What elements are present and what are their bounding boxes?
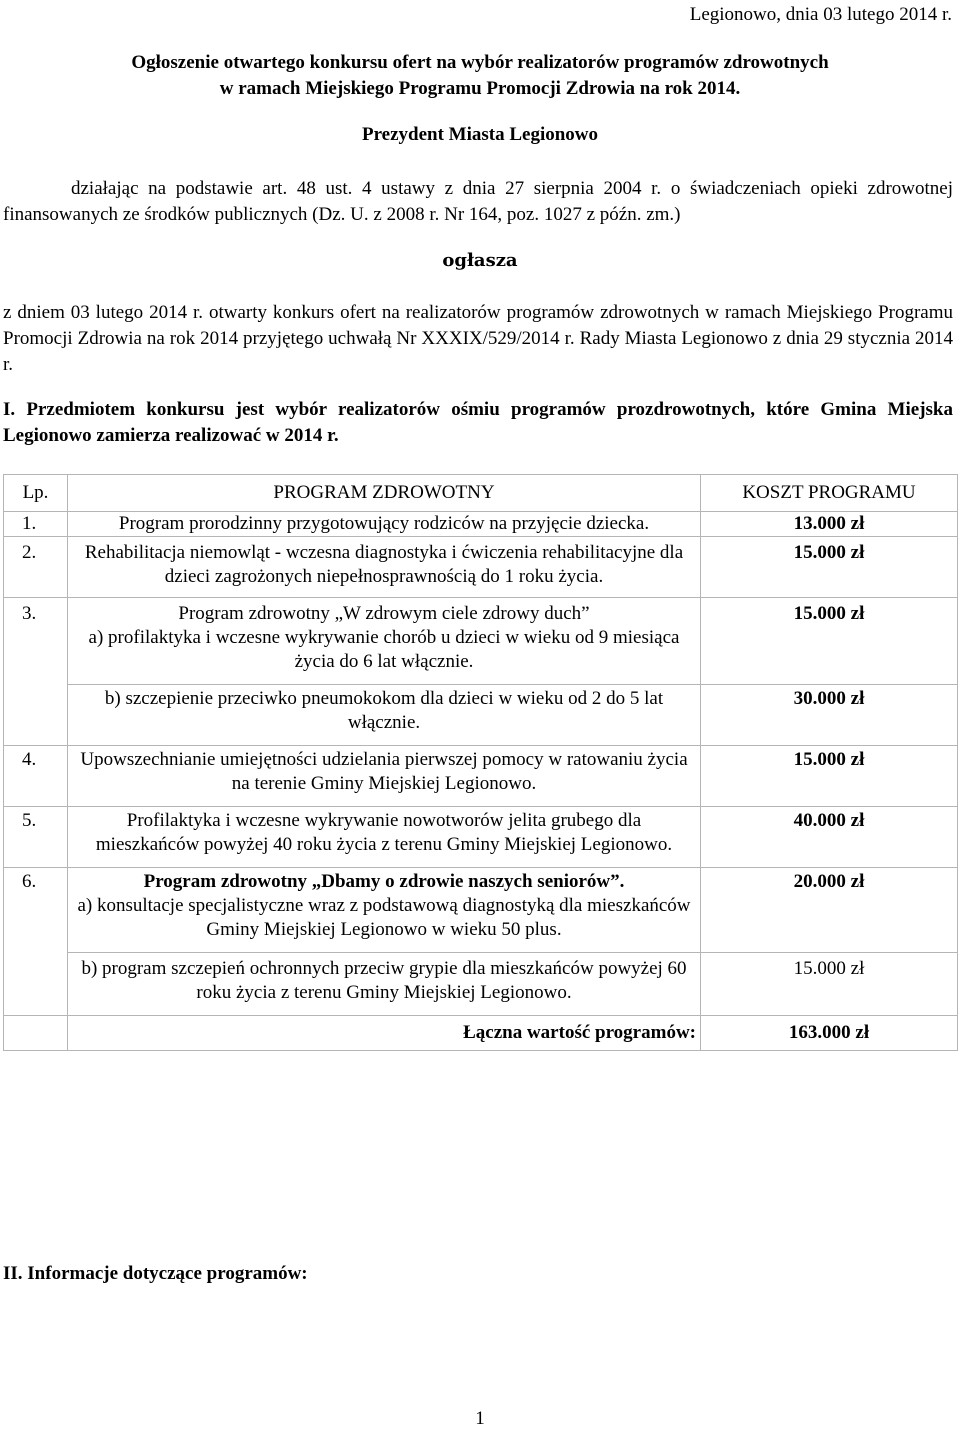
row-lp: 1.	[4, 512, 68, 537]
issuer: Prezydent Miasta Legionowo	[361, 124, 599, 145]
row-cost: 15.000 zł	[701, 598, 958, 685]
table-row	[4, 537, 958, 598]
intro-paragraph: z dniem 03 lutego 2014 r. otwarty konkurs ofert na realizatorów programów zdrowotnych w ramach Miejskiego Programu Promocji Zdrowia na rok 2014 przyjętego uchwałą Nr XXXIX/529/2014 r. Rady Miasta Legionowo z dnia 29 stycznia 2014 r.	[3, 302, 953, 375]
section-2-heading: II. Informacje dotyczące programów:	[3, 1263, 308, 1284]
table-header-row	[4, 475, 958, 512]
header-program: PROGRAM ZDROWOTNY	[68, 475, 701, 512]
place-date: Legionowo, dnia 03 lutego 2014 r.	[689, 4, 952, 25]
row-program: b) szczepienie przeciwko pneumokokom dla dzieci w wieku od 2 do 5 lat włącznie.	[68, 685, 701, 746]
program-heading: Program zdrowotny „Dbamy o zdrowie naszych seniorów”.	[143, 871, 625, 892]
table-row	[4, 685, 958, 746]
table-row	[4, 807, 958, 868]
title-line-1: Ogłoszenie otwartego konkursu ofert na wybór realizatorów programów zdrowotnych	[131, 52, 829, 73]
row-program: Rehabilitacja niemowląt - wczesna diagnostyka i ćwiczenia rehabilitacyjne dla dzieci zagrożonych niepełnosprawnością do 1 roku życia.	[68, 537, 701, 598]
total-value: 163.000 zł	[701, 1016, 958, 1051]
total-lp	[4, 1016, 68, 1051]
title-line-2: w ramach Miejskiego Programu Promocji Zdrowia na rok 2014.	[219, 78, 741, 99]
row-cost: 15.000 zł	[701, 746, 958, 807]
programs-table	[3, 474, 958, 1051]
table-row	[4, 746, 958, 807]
header-cost: KOSZT PROGRAMU	[701, 475, 958, 512]
program-heading: Program zdrowotny „W zdrowym ciele zdrowy duch”	[178, 603, 590, 624]
table-total-row	[4, 1016, 958, 1051]
row-lp: 6.	[4, 868, 68, 1016]
row-lp: 4.	[4, 746, 68, 807]
row-program: Profilaktyka i wczesne wykrywanie nowotworów jelita grubego dla mieszkańców powyżej 40 roku życia z terenu Gminy Miejskiej Legionowo.	[68, 807, 701, 868]
announces-heading: ogłasza	[442, 250, 518, 271]
row-cost: 15.000 zł	[701, 953, 958, 1016]
row-program	[68, 598, 701, 685]
row-cost: 30.000 zł	[701, 685, 958, 746]
row-cost: 15.000 zł	[701, 537, 958, 598]
section-1-paragraph: I. Przedmiotem konkursu jest wybór realizatorów ośmiu programów prozdrowotnych, które Gmina Miejska Legionowo zamierza realizować w 2014 r.	[3, 399, 953, 446]
row-program: Upowszechnianie umiejętności udzielania pierwszej pomocy w ratowaniu życia na terenie Gminy Miejskiej Legionowo.	[68, 746, 701, 807]
row-program: Program prorodzinny przygotowujący rodziców na przyjęcie dziecka.	[68, 512, 701, 537]
program-subitem: a) profilaktyka i wczesne wykrywanie chorób u dzieci w wieku od 9 miesiąca życia do 6 lat włącznie.	[88, 627, 680, 672]
program-subitem: a) konsultacje specjalistyczne wraz z podstawową diagnostyką dla mieszkańców Gminy Miejskiej Legionowo w wieku 50 plus.	[77, 895, 691, 940]
row-program	[68, 868, 701, 953]
row-lp: 3.	[4, 598, 68, 746]
row-lp: 2.	[4, 537, 68, 598]
page-number: 1	[475, 1408, 485, 1429]
table-row	[4, 953, 958, 1016]
legal-basis-text: działając na podstawie art. 48 ust. 4 ustawy z dnia 27 sierpnia 2004 r. o świadczeniach opieki zdrowotnej finansowanych ze środków publicznych (Dz. U. z 2008 r. Nr 164, poz. 1027 z późn. zm.)	[3, 178, 953, 225]
row-cost: 20.000 zł	[701, 868, 958, 953]
row-lp: 5.	[4, 807, 68, 868]
row-cost: 40.000 zł	[701, 807, 958, 868]
total-label: Łączna wartość programów:	[68, 1016, 701, 1051]
table-row	[4, 868, 958, 953]
row-program: b) program szczepień ochronnych przeciw grypie dla mieszkańców powyżej 60 roku życia z terenu Gminy Miejskiej Legionowo.	[68, 953, 701, 1016]
legal-basis	[3, 176, 953, 228]
header-lp: Lp.	[4, 475, 68, 512]
document-title	[0, 50, 960, 102]
table-row	[4, 598, 958, 685]
row-cost: 13.000 zł	[701, 512, 958, 537]
table-row	[4, 512, 958, 537]
